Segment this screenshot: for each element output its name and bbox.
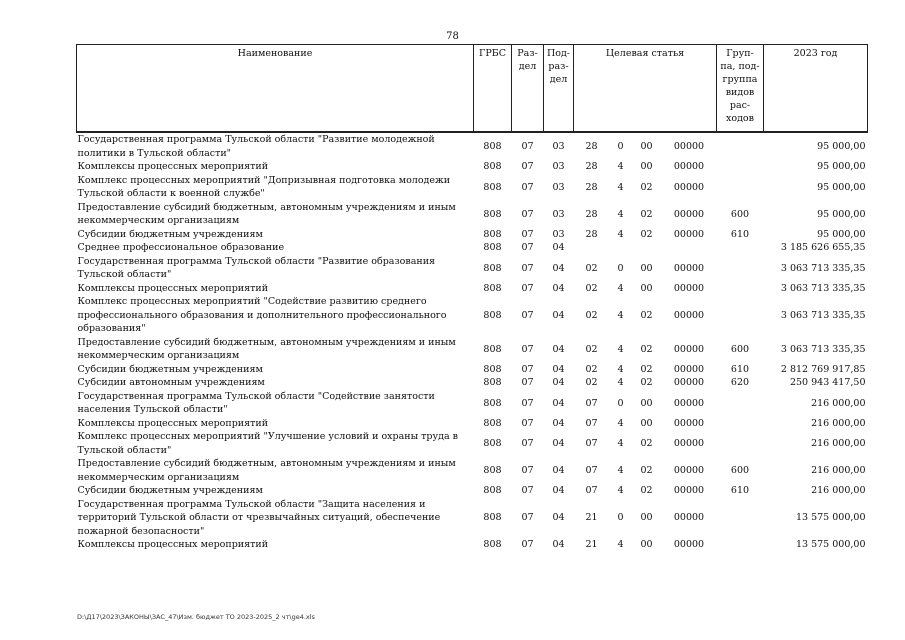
table-row (77, 336, 868, 363)
row-vid-raskhodov (717, 282, 764, 296)
row-grbs: 808 (483, 485, 502, 497)
row-amount: 3 063 713 335,35 (780, 282, 866, 294)
row-cs-program: 02 (585, 282, 598, 294)
row-amount: 95 000,00 (817, 141, 866, 152)
footer-file-path: D:\Д17\2023\ЗАКОНЫ\ЗАС_47\Изм. бюджет ТО 2023-2025_2 чт\ge4.xls (77, 613, 315, 621)
row-grbs: 808 (483, 512, 502, 524)
row-cs-structure: 02 (640, 208, 653, 220)
row-razdel: 07 (521, 262, 534, 274)
row-cs-type: 4 (617, 377, 624, 389)
row-vid-raskhodov: 610 (730, 363, 750, 375)
row-vid-raskhodov (717, 160, 764, 174)
row-grbs: 808 (483, 377, 502, 389)
row-grbs: 808 (483, 397, 502, 409)
row-grbs: 808 (483, 262, 502, 274)
row-cs-program: 07 (585, 397, 598, 409)
table-row (77, 295, 868, 336)
table-row (77, 255, 868, 282)
row-vid-raskhodov (717, 255, 764, 282)
row-cs-structure: 02 (640, 438, 653, 449)
row-cs-structure: 02 (640, 377, 653, 389)
row-cs-program: 02 (585, 363, 598, 375)
row-grbs: 808 (483, 343, 502, 355)
row-vid-raskhodov: 600 (730, 465, 750, 476)
row-cs-direction: 00000 (673, 208, 705, 220)
row-vid-raskhodov (717, 390, 764, 417)
row-cs-program: 28 (585, 208, 598, 220)
table-row (77, 484, 868, 498)
row-podrazdel: 03 (552, 161, 565, 173)
row-cs-program: 07 (585, 417, 598, 429)
row-cs-direction: 00000 (673, 485, 705, 497)
row-cs-structure (632, 241, 662, 255)
row-podrazdel: 03 (552, 208, 565, 220)
row-vid-raskhodov (717, 538, 764, 552)
row-cs-direction: 00000 (673, 161, 705, 173)
header-gruppa-vidov-raskhodov: Груп- па, под- группа видов рас- ходов (717, 45, 764, 133)
row-cs-program: 02 (585, 377, 598, 389)
table-row (77, 376, 868, 390)
row-cs-direction: 00000 (673, 141, 705, 152)
row-vid-raskhodov: 620 (730, 377, 750, 389)
row-razdel: 07 (521, 539, 534, 551)
row-podrazdel: 04 (552, 282, 565, 294)
row-cs-direction: 00000 (673, 228, 705, 240)
row-vid-raskhodov: 600 (730, 208, 750, 220)
row-razdel: 07 (521, 465, 534, 476)
row-name: Государственная программа Тульской области "Защита населения и территорий Тульской области от чрезвычайных ситуаций, обеспечение пожарной безопасности" (77, 498, 441, 537)
row-cs-direction: 00000 (673, 262, 705, 274)
row-cs-direction: 00000 (673, 417, 705, 429)
row-amount: 13 575 000,00 (795, 512, 866, 524)
row-cs-type: 4 (617, 343, 624, 355)
row-vid-raskhodov: 610 (730, 228, 750, 240)
row-cs-direction: 00000 (673, 465, 705, 476)
row-name: Субсидии автономным учреждениям (77, 377, 265, 388)
row-cs-direction: 00000 (673, 282, 705, 294)
row-cs-type: 4 (617, 465, 624, 476)
row-cs-structure: 02 (640, 465, 653, 476)
row-cs-program: 07 (585, 485, 598, 497)
row-vid-raskhodov: 600 (730, 343, 750, 355)
row-name: Государственная программа Тульской области "Содействие занятости населения Тульской области" (77, 390, 435, 415)
table-row (77, 363, 868, 377)
row-cs-structure: 00 (640, 397, 653, 409)
row-grbs: 808 (483, 438, 502, 449)
row-razdel: 07 (521, 141, 534, 152)
row-grbs: 808 (483, 309, 502, 321)
row-amount: 216 000,00 (811, 465, 866, 476)
row-cs-type: 4 (617, 228, 624, 240)
row-amount: 95 000,00 (817, 228, 866, 240)
header-celevaya-statya: Целевая статья (574, 45, 717, 133)
table-row (77, 228, 868, 242)
row-grbs: 808 (483, 208, 502, 220)
row-amount: 95 000,00 (817, 208, 866, 220)
row-cs-program: 28 (585, 228, 598, 240)
row-podrazdel: 03 (552, 141, 565, 152)
row-cs-structure: 00 (640, 262, 653, 274)
header-grbs: ГРБС (474, 45, 512, 133)
row-grbs: 808 (483, 417, 502, 429)
row-cs-structure: 02 (640, 485, 653, 497)
row-cs-structure: 02 (640, 343, 653, 355)
row-grbs: 808 (483, 181, 502, 193)
row-name: Предоставление субсидий бюджетным, автономным учреждениям и иным некоммерческим организациям (77, 201, 456, 226)
row-cs-type: 0 (617, 262, 624, 274)
row-cs-structure: 00 (640, 512, 653, 524)
row-grbs: 808 (483, 228, 502, 240)
row-podrazdel: 04 (552, 438, 565, 449)
row-podrazdel: 03 (552, 181, 565, 193)
row-vid-raskhodov (717, 295, 764, 336)
row-cs-structure: 02 (640, 363, 653, 375)
row-vid-raskhodov (717, 430, 764, 457)
row-cs-type: 0 (617, 141, 624, 152)
row-cs-program: 28 (585, 141, 598, 152)
row-podrazdel: 04 (552, 417, 565, 429)
row-cs-direction: 00000 (673, 539, 705, 551)
header-name: Наименование (77, 45, 474, 133)
row-name: Государственная программа Тульской области "Развитие образования Тульской области" (77, 255, 436, 280)
row-amount: 3 063 713 335,35 (780, 309, 866, 321)
row-cs-program: 28 (585, 161, 598, 173)
row-cs-structure: 00 (640, 161, 653, 173)
row-grbs: 808 (483, 539, 502, 551)
row-cs-direction: 00000 (673, 438, 705, 449)
row-amount: 95 000,00 (817, 181, 866, 193)
row-cs-program: 07 (585, 438, 598, 449)
row-cs-type (610, 241, 632, 255)
row-cs-direction: 00000 (673, 397, 705, 409)
row-podrazdel: 04 (552, 343, 565, 355)
header-razdel: Раз- дел (512, 45, 544, 133)
row-cs-program: 21 (585, 512, 598, 524)
row-cs-type: 4 (617, 485, 624, 497)
header-podrazdel: Под- раз- дел (544, 45, 574, 133)
table-row (77, 282, 868, 296)
row-razdel: 07 (521, 377, 534, 389)
row-grbs: 808 (483, 161, 502, 173)
row-razdel: 07 (521, 228, 534, 240)
row-podrazdel: 04 (552, 363, 565, 375)
row-cs-program (574, 241, 610, 255)
row-cs-direction (662, 241, 717, 255)
row-amount: 216 000,00 (811, 438, 866, 449)
row-name: Государственная программа Тульской области "Развитие молодежной политики в Тульской области" (77, 134, 435, 159)
row-podrazdel: 04 (552, 242, 565, 254)
row-vid-raskhodov (717, 498, 764, 539)
row-grbs: 808 (483, 141, 502, 152)
row-razdel: 07 (521, 343, 534, 355)
row-cs-structure: 00 (640, 141, 653, 152)
row-name: Предоставление субсидий бюджетным, автономным учреждениям и иным некоммерческим организациям (77, 458, 456, 483)
row-amount: 13 575 000,00 (795, 539, 866, 551)
row-cs-type: 4 (617, 208, 624, 220)
row-name: Предоставление субсидий бюджетным, автономным учреждениям и иным некоммерческим организациям (77, 336, 456, 361)
row-cs-direction: 00000 (673, 309, 705, 321)
row-razdel: 07 (521, 208, 534, 220)
row-cs-program: 02 (585, 309, 598, 321)
row-razdel: 07 (521, 282, 534, 294)
row-name: Комплексы процессных мероприятий (77, 417, 269, 429)
row-cs-type: 0 (617, 512, 624, 524)
table-row (77, 538, 868, 552)
row-cs-type: 4 (617, 539, 624, 551)
row-cs-structure: 00 (640, 282, 653, 294)
row-cs-type: 4 (617, 161, 624, 173)
table-row (77, 174, 868, 201)
row-name: Субсидии бюджетным учреждениям (77, 485, 263, 496)
row-podrazdel: 04 (552, 377, 565, 389)
table-row (77, 457, 868, 484)
row-name: Субсидии бюджетным учреждениям (77, 363, 263, 375)
row-cs-direction: 00000 (673, 377, 705, 389)
row-cs-structure: 02 (640, 228, 653, 240)
row-name: Среднее профессиональное образование (77, 242, 285, 253)
row-name: Комплексы процессных мероприятий (77, 282, 269, 294)
row-amount: 2 812 769 917,85 (780, 363, 866, 375)
row-cs-program: 07 (585, 465, 598, 476)
row-name: Субсидии бюджетным учреждениям (77, 228, 263, 240)
row-vid-raskhodov (717, 417, 764, 431)
row-cs-structure: 00 (640, 539, 653, 551)
row-cs-program: 02 (585, 343, 598, 355)
row-grbs: 808 (483, 465, 502, 476)
header-year: 2023 год (764, 45, 868, 133)
row-cs-structure: 02 (640, 309, 653, 321)
row-podrazdel: 04 (552, 309, 565, 321)
row-cs-program: 02 (585, 262, 598, 274)
row-razdel: 07 (521, 242, 534, 254)
row-cs-direction: 00000 (673, 363, 705, 375)
row-amount: 216 000,00 (811, 417, 866, 429)
table-row (77, 160, 868, 174)
row-podrazdel: 04 (552, 465, 565, 476)
table-row (77, 430, 868, 457)
row-cs-program: 21 (585, 539, 598, 551)
row-name: Комплекс процессных мероприятий "Улучшение условий и охраны труда в Тульской области" (77, 431, 458, 456)
row-cs-type: 4 (617, 282, 624, 294)
row-razdel: 07 (521, 512, 534, 524)
row-cs-direction: 00000 (673, 512, 705, 524)
row-cs-type: 4 (617, 363, 624, 375)
row-amount: 216 000,00 (811, 485, 866, 497)
budget-table (76, 44, 868, 552)
row-grbs: 808 (483, 282, 502, 294)
row-amount: 216 000,00 (811, 397, 866, 409)
row-cs-structure: 00 (640, 417, 653, 429)
row-cs-program: 28 (585, 181, 598, 193)
table-row (77, 201, 868, 228)
page-number: 78 (446, 31, 459, 42)
row-podrazdel: 04 (552, 512, 565, 524)
table-header-row (77, 45, 868, 133)
row-podrazdel: 04 (552, 485, 565, 497)
table-row (77, 241, 868, 255)
row-cs-structure: 02 (640, 181, 653, 193)
row-vid-raskhodov (717, 241, 764, 255)
row-razdel: 07 (521, 309, 534, 321)
row-podrazdel: 04 (552, 397, 565, 409)
row-podrazdel: 04 (552, 539, 565, 551)
row-name: Комплекс процессных мероприятий "Допризывная подготовка молодежи Тульской области к военной службе" (77, 174, 451, 199)
table-row (77, 390, 868, 417)
row-cs-type: 4 (617, 181, 624, 193)
row-name: Комплексы процессных мероприятий (77, 539, 269, 550)
table-row (77, 417, 868, 431)
row-razdel: 07 (521, 397, 534, 409)
row-name: Комплексы процессных мероприятий (77, 161, 269, 172)
row-amount: 3 063 713 335,35 (780, 262, 866, 274)
row-amount: 3 063 713 335,35 (780, 343, 866, 355)
row-cs-type: 4 (617, 438, 624, 449)
row-razdel: 07 (521, 438, 534, 449)
row-cs-direction: 00000 (673, 343, 705, 355)
table-row (77, 498, 868, 539)
row-razdel: 07 (521, 161, 534, 173)
row-cs-direction: 00000 (673, 181, 705, 193)
row-amount: 250 943 417,50 (789, 377, 866, 389)
row-podrazdel: 03 (552, 228, 565, 240)
row-cs-type: 4 (617, 309, 624, 321)
row-cs-type: 4 (617, 417, 624, 429)
table-body (77, 132, 868, 552)
row-name: Комплекс процессных мероприятий "Содействие развитию среднего профессионального образования и дополнительного профессионального образования" (77, 296, 447, 334)
row-cs-type: 0 (617, 397, 624, 409)
row-razdel: 07 (521, 417, 534, 429)
row-vid-raskhodov (717, 174, 764, 201)
row-razdel: 07 (521, 363, 534, 375)
table-row (77, 132, 868, 160)
row-podrazdel: 04 (552, 262, 565, 274)
row-vid-raskhodov (717, 132, 764, 160)
row-vid-raskhodov: 610 (730, 485, 750, 497)
row-grbs: 808 (483, 242, 502, 254)
row-razdel: 07 (521, 485, 534, 497)
row-grbs: 808 (483, 363, 502, 375)
row-razdel: 07 (521, 181, 534, 193)
row-amount: 95 000,00 (817, 161, 866, 173)
row-amount: 3 185 626 655,35 (780, 242, 866, 254)
